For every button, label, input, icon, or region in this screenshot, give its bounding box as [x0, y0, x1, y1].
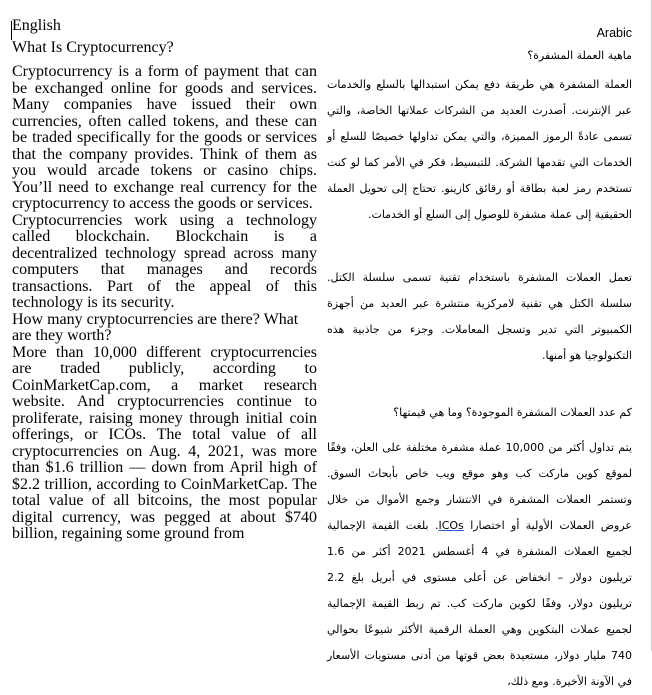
english-paragraph-2[interactable]: Cryptocurrencies work using a technology called blockchain. Blockchain is a decentralized technology spread across many computers that manages and records transactions. Part of the appeal of this technology is its security.: [12, 211, 317, 311]
arabic-paragraph-1[interactable]: العملة المشفرة هي طريقة دفع يمكن استبدالها بالسلع والخدمات عبر الإنترنت. أصدرت العديد من الشركات عملاتها الخاصة، والتي تسمى عادةً الرموز المميزة، والتي يمكن تداولها خصيصًا للسلع أو الخدمات التي تقدمها الشركة. للتبسيط، فكر في الأمر كما لو كنت تستخدم رمز لعبة بطاقة أو رقائق كازينو. تحتاج إلى تحويل العملة الحقيقية إلى عملة مشفرة للوصول إلى السلع أو الخدمات.: [327, 78, 632, 221]
arabic-question-1[interactable]: ماهية العملة المشفرة؟: [527, 49, 632, 62]
english-column[interactable]: [12, 18, 317, 543]
arabic-paragraph-2[interactable]: تعمل العملات المشفرة باستخدام تقنية تسمى سلسلة الكتل. سلسلة الكتل هي تقنية لامركزية منتشرة عبر العديد من أجهزة الكمبيوتر التي تدير وتسجل المعاملات. وجزء من جاذبية هذه التكنولوجيا هو أمنها.: [327, 271, 632, 362]
english-question-1[interactable]: What Is Cryptocurrency?: [12, 38, 174, 56]
english-question-2[interactable]: How many cryptocurrencies are there? What are they worth?: [12, 310, 299, 344]
arabic-paragraph-3-start: يتم تداول أكثر من 10,000 عملة مشفرة مختلفة على العلن، وفقًا لموقع كوين ماركت كب وهو موقع ويب خاص بأبحاث السوق. وتستمر العملات المشفرة في الانتشار وجمع الأموال من خلال عروض العملات الأولية أو اختصارا: [327, 441, 633, 532]
english-paragraph-1[interactable]: Cryptocurrency is a form of payment that can be exchanged online for goods and services. Many companies have issued their own currencies, often called tokens, and these can be traded specifically for the goods or services that the company provides. Think of them as you would arcade tokens or casino chips. You’ll need to exchange real currency for the cryptocurrency to access the goods or services.: [12, 63, 317, 212]
ico-spellcheck-word[interactable]: ICOs: [438, 519, 464, 532]
arabic-paragraph-3[interactable]: [327, 435, 632, 695]
arabic-column[interactable]: [327, 18, 632, 695]
english-paragraph-3[interactable]: More than 10,000 different cryptocurrencies are traded publicly, according to CoinMarketCap.com, a market research website. And cryptocurrencies continue to proliferate, raising money through initial coin offerings, or ICOs. The total value of all cryptocurrencies on Aug. 4, 2021, was more than $1.6 trillion — down from April high of $2.2 trillion, according to CoinMarketCap. The total value of all bitcoins, the most popular digital currency, was pegged at about $740 billion, regaining some ground from: [12, 343, 317, 542]
arabic-question-2[interactable]: كم عدد العملات المشفرة الموجودة؟ وما هي قيمتها؟: [393, 406, 632, 419]
english-heading[interactable]: English: [12, 17, 61, 34]
arabic-heading[interactable]: Arabic: [596, 26, 632, 40]
arabic-paragraph-3-end: . بلغت القيمة الإجمالية لجميع العملات المشفرة في 4 أغسطس 2021 أكثر من 1.6 تريليون دولار – انخفاض عن أعلى مستوى في أبريل بلغ 2.2 تريليون دولار، وفقًا لكوين ماركت كب. تم ربط القيمة الإجمالية لجميع عملات البتكوين وهي العملة الرقمية الأكثر شيوعًا بحوالي 740 مليار دولار، مستعيدة بعض قوتها من أدنى مستويات الأسعار في الآونة الأخيرة. ومع ذلك،: [327, 519, 632, 688]
